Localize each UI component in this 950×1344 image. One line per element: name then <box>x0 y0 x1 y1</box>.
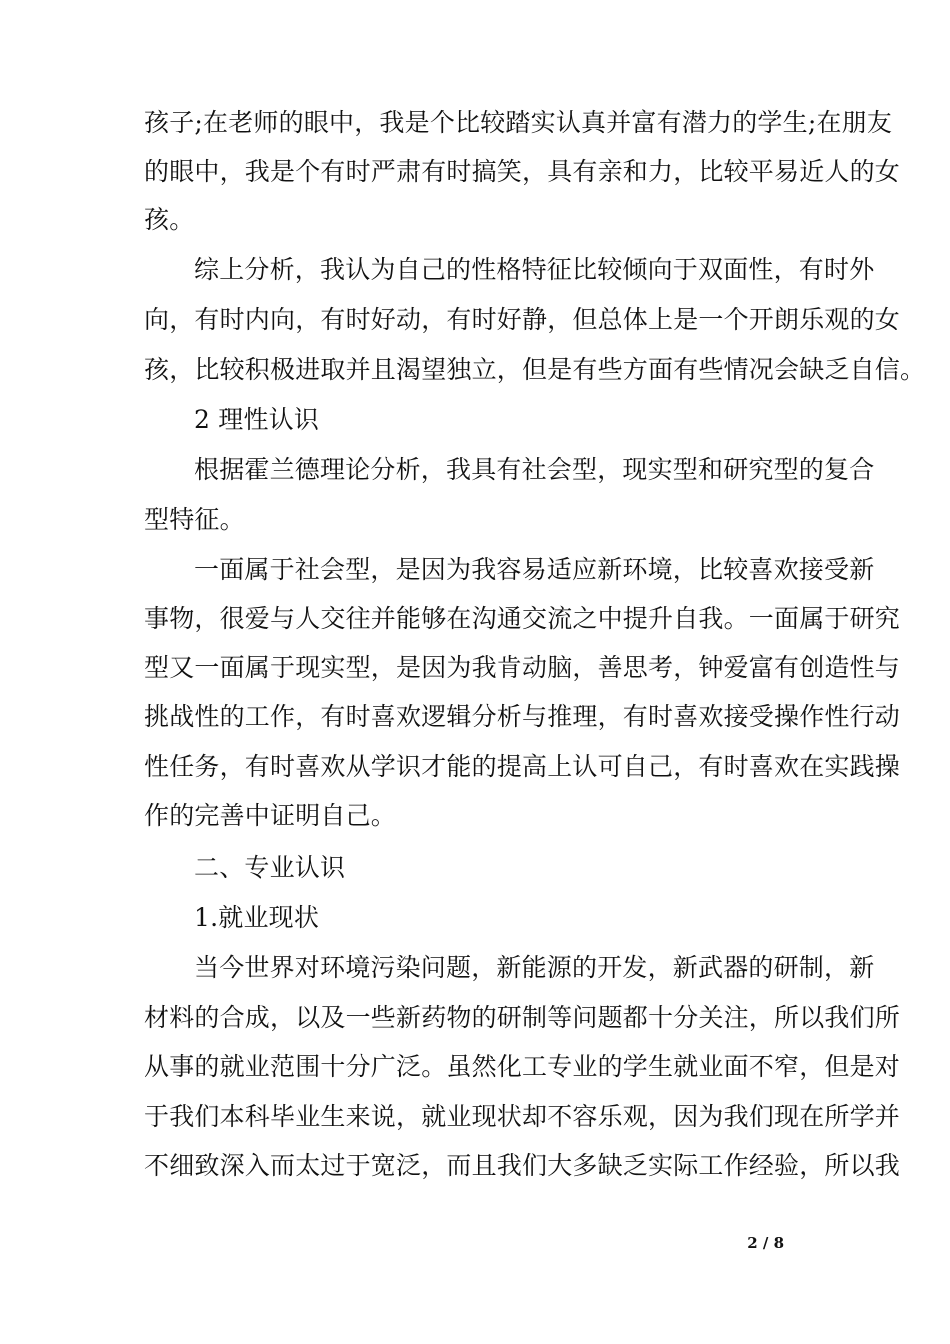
section-heading: 二、专业认识 <box>194 853 346 882</box>
text-line: 不细致深入而太过于宽泛，而且我们大多缺乏实际工作经验，所以我 <box>144 1151 901 1180</box>
text-line: 向，有时内向，有时好动，有时好静，但总体上是一个开朗乐观的女 <box>144 305 901 334</box>
page-number: 2 / 8 <box>747 1234 784 1252</box>
text-line: 作的完善中证明自己。 <box>144 801 397 830</box>
subsection-heading: 1.就业现状 <box>194 903 320 932</box>
text-line: 于我们本科毕业生来说，就业现状却不容乐观，因为我们现在所学并 <box>144 1102 901 1131</box>
text-line: 挑战性的工作，有时喜欢逻辑分析与推理，有时喜欢接受操作性行动 <box>144 702 901 731</box>
section-heading: 2 理性认识 <box>194 405 320 434</box>
text-line: 一面属于社会型，是因为我容易适应新环境，比较喜欢接受新 <box>194 555 875 584</box>
text-line: 性任务，有时喜欢从学识才能的提高上认可自己，有时喜欢在实践操 <box>144 752 901 781</box>
text-line: 材料的合成，以及一些新药物的研制等问题都十分关注，所以我们所 <box>144 1003 901 1032</box>
text-line: 型特征。 <box>144 505 245 534</box>
text-line: 的眼中，我是个有时严肃有时搞笑，具有亲和力，比较平易近人的女 <box>144 157 901 186</box>
text-line: 孩。 <box>144 205 195 234</box>
text-line: 孩，比较积极进取并且渴望独立，但是有些方面有些情况会缺乏自信。 <box>144 355 926 384</box>
text-line: 当今世界对环境污染问题，新能源的开发，新武器的研制，新 <box>194 953 875 982</box>
text-line: 综上分析，我认为自己的性格特征比较倾向于双面性，有时外 <box>194 255 875 284</box>
text-line: 孩子;在老师的眼中，我是个比较踏实认真并富有潜力的学生;在朋友 <box>144 108 893 137</box>
text-line: 型又一面属于现实型，是因为我肯动脑，善思考，钟爱富有创造性与 <box>144 653 901 682</box>
text-line: 根据霍兰德理论分析，我具有社会型，现实型和研究型的复合 <box>194 455 875 484</box>
text-line: 事物，很爱与人交往并能够在沟通交流之中提升自我。一面属于研究 <box>144 604 901 633</box>
text-line: 从事的就业范围十分广泛。虽然化工专业的学生就业面不窄，但是对 <box>144 1052 901 1081</box>
